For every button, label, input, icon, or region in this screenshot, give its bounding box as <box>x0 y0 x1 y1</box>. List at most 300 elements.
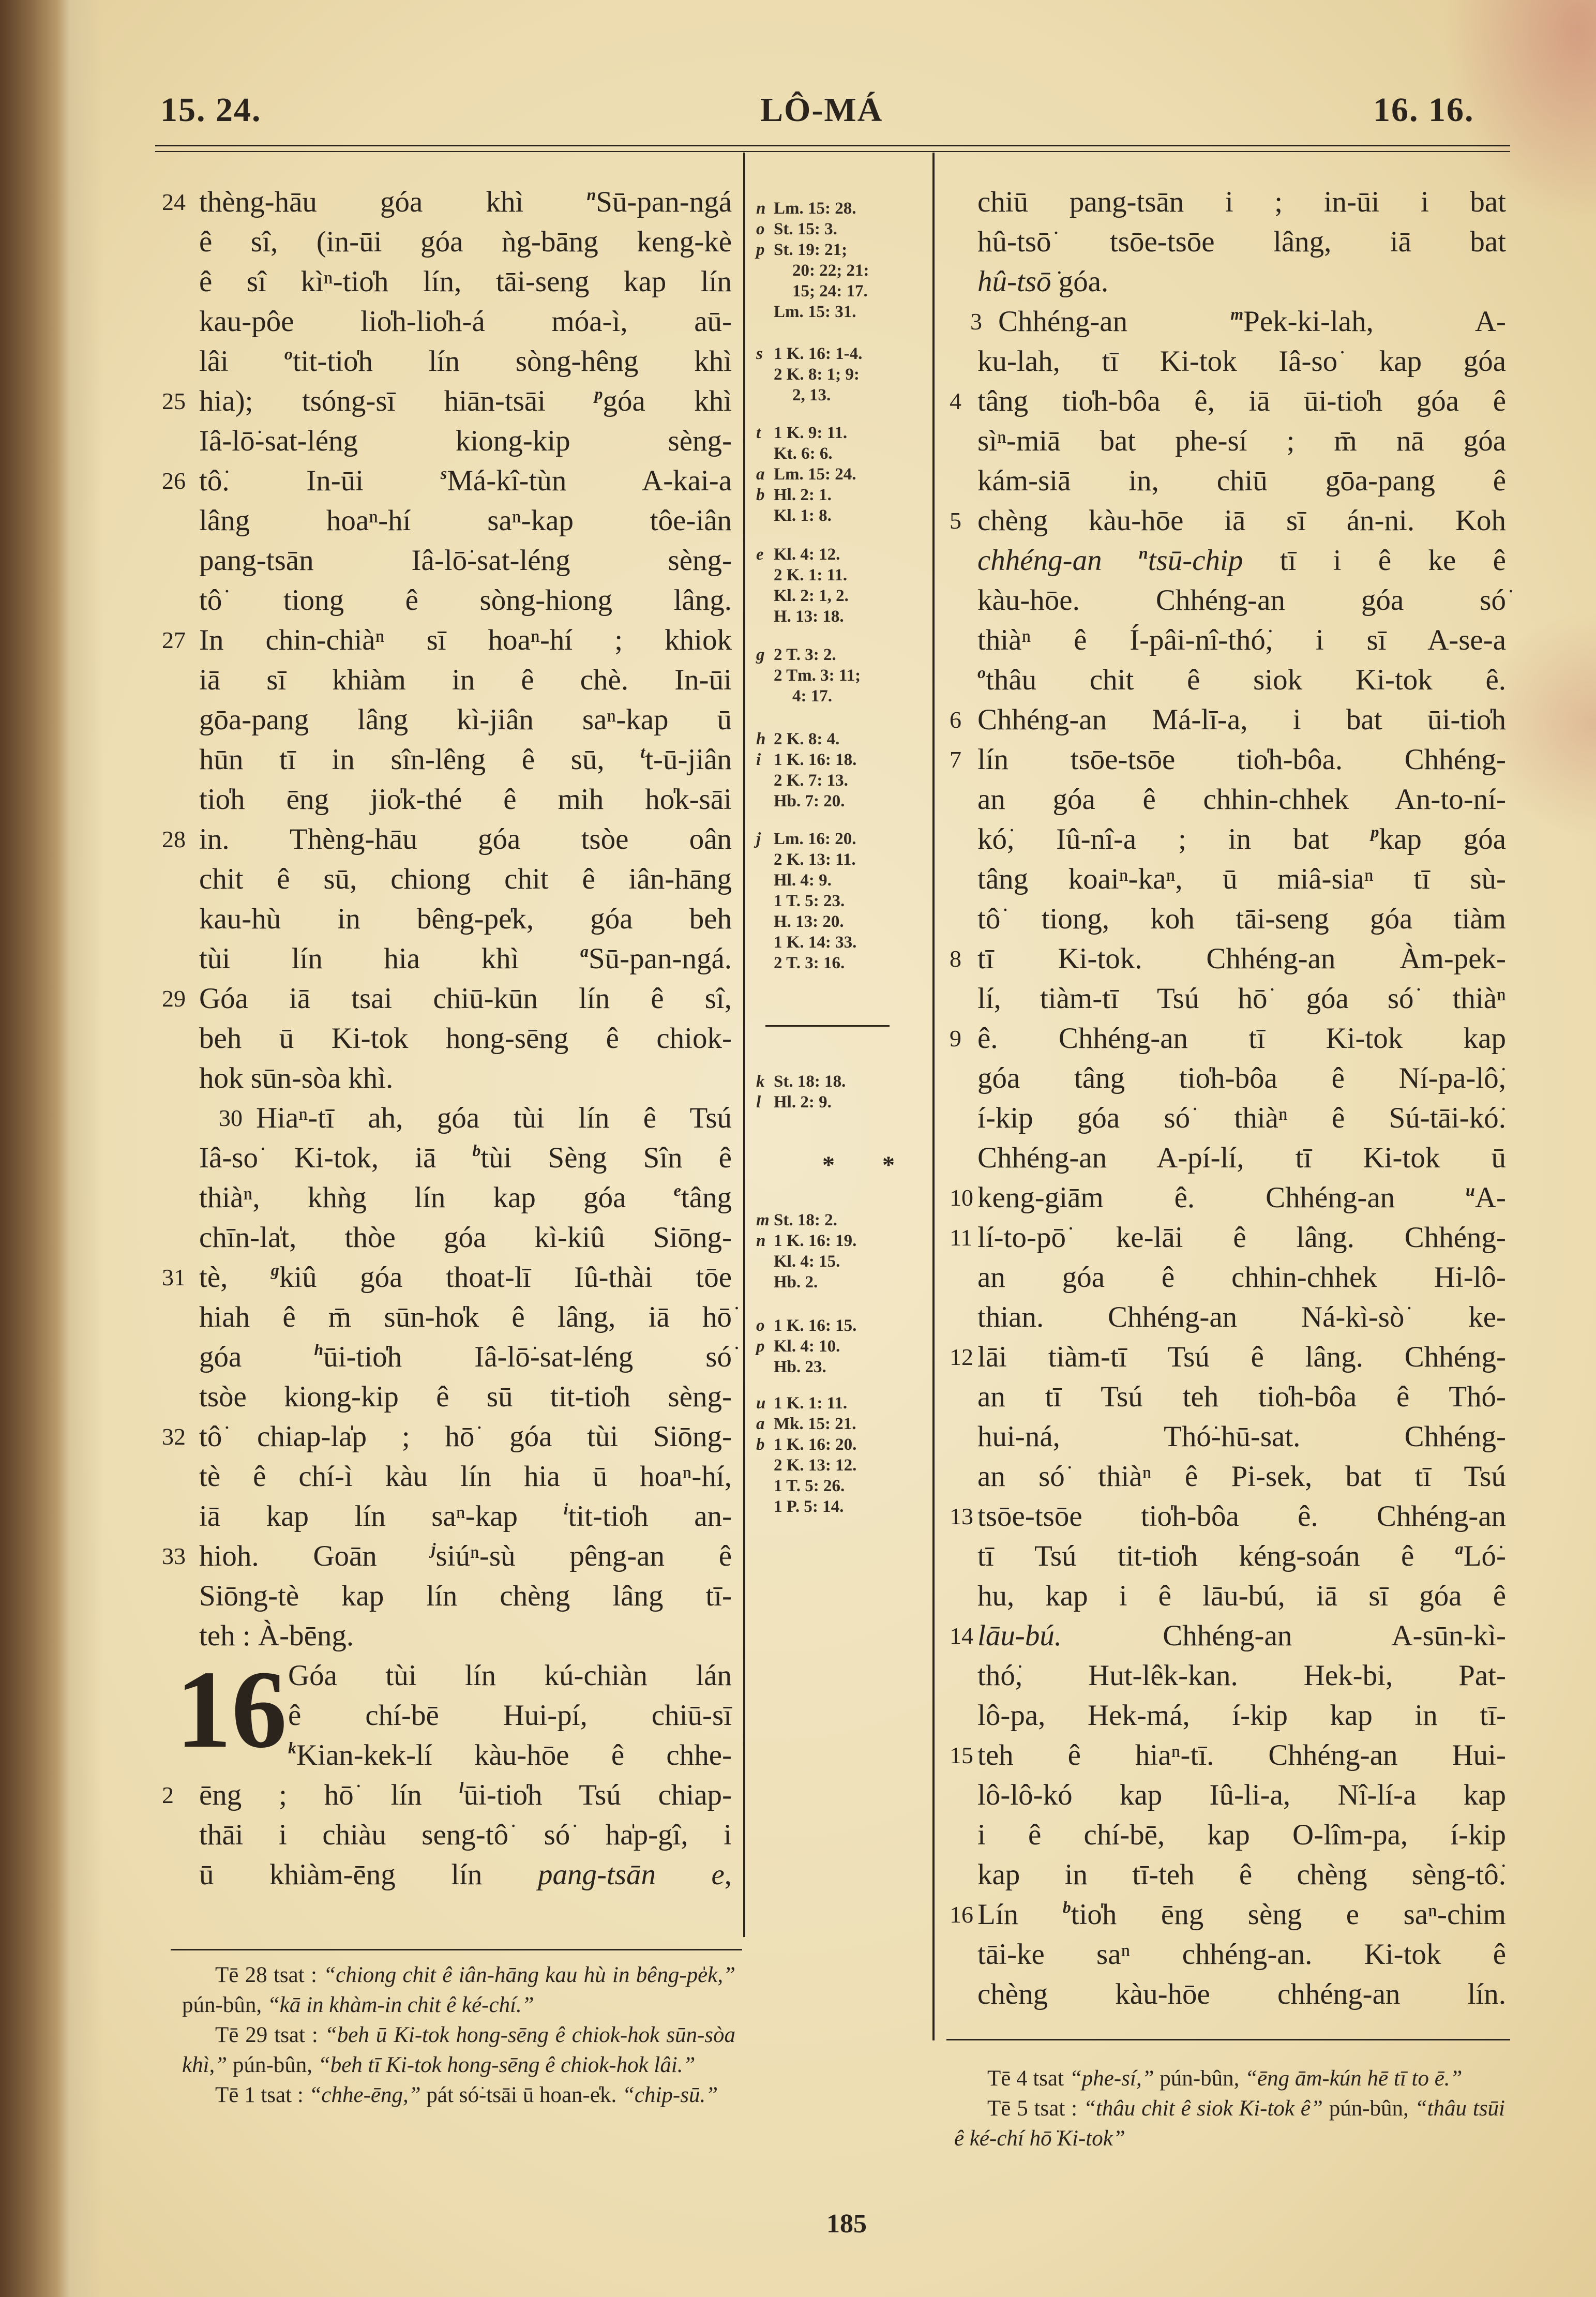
reference-text: Hl. 2: 9. <box>774 1093 832 1112</box>
footnotes-left <box>182 1960 735 2110</box>
text-segment: ê sî kìⁿ-tio̍h lín, tāi-seng kap lín <box>199 265 732 298</box>
section-mark: * * <box>822 1151 915 1179</box>
text-segment: Tē 4 tsat <box>987 2066 1070 2091</box>
text-line <box>977 461 1506 501</box>
text-line <box>199 302 732 341</box>
page-number: 185 <box>826 2209 867 2239</box>
cross-reference <box>774 1272 818 1293</box>
text-segment: góa. <box>1051 265 1109 298</box>
text-segment: tio̍h ēng jio̍k-thé ê mih ho̍k-sāi <box>199 783 732 816</box>
footnote <box>182 1960 735 2020</box>
cross-reference <box>774 870 832 891</box>
text-segment: hia); tsóng-sī hiān-tsāi <box>199 385 595 417</box>
reference-letter: n <box>756 1232 766 1250</box>
text-line <box>977 979 1506 1018</box>
text-line <box>950 700 1506 740</box>
text-segment: kiû góa thoat-lī Iû-thài tōe <box>279 1261 732 1294</box>
reference-text: H. 13: 18. <box>774 607 844 626</box>
cross-reference <box>774 1476 845 1496</box>
text-segment: t-ū-jiân <box>645 743 732 776</box>
text-segment: Má-kî-tùn A-kai-a <box>447 464 732 497</box>
text-segment: Iâ-so͘ Ki-tok, iā <box>199 1142 473 1174</box>
cross-reference <box>774 606 844 627</box>
reference-text: 2 K. 13: 11. <box>774 850 856 869</box>
header-rule-2 <box>155 151 1510 152</box>
text-line <box>199 1815 732 1855</box>
text-segment: tio̍h ēng sèng e saⁿ-chim <box>1071 1898 1507 1931</box>
cross-reference <box>756 544 840 565</box>
text-segment: sìⁿ-miā bat phe-sí ; m̄ nā góa <box>977 425 1506 457</box>
reference-letter: k <box>756 1072 765 1091</box>
header-chapter-verse-end: 16. 16. <box>1373 91 1474 129</box>
reference-text: 2 T. 3: 16. <box>774 954 845 972</box>
verse-number: 28 <box>162 826 186 852</box>
verse-number: 26 <box>162 468 186 494</box>
footnotes-right <box>954 2064 1505 2154</box>
text-segment: Siōng-tè kap lín chèng lâng tī- <box>199 1580 732 1612</box>
text-segment: tô͘ tiong, koh tāi-seng góa tiàm <box>977 903 1506 935</box>
reference-text: 1 K. 16: 19. <box>774 1232 857 1250</box>
text-segment: iā sī khiàm in ê chè. In-ūi <box>199 664 732 696</box>
text-segment: an só͘ thiàⁿ ê Pi-sek, bat tī Tsú <box>977 1460 1506 1493</box>
reference-text: Kl. 2: 1, 2. <box>774 587 849 605</box>
reference-text: St. 15: 3. <box>774 220 837 238</box>
reference-divider <box>765 1025 890 1027</box>
text-segment: tsōe-tsōe tio̍h-bôa ê. Chhéng-an <box>977 1500 1506 1533</box>
italic-text: “chiong chit ê iân-hāng kau hù in bêng-pe̍k,” <box>323 1963 735 1987</box>
text-segment: hūn tī in sîn-lêng ê sū, <box>199 743 641 776</box>
verse-number: 33 <box>162 1543 186 1569</box>
text-segment: thiàⁿ ê Í-pâi-nî-thó͘, i sī A-se-a <box>977 624 1506 656</box>
cross-reference <box>756 644 836 665</box>
text-segment: kau-hù in bêng-pe̍k, góa beh <box>199 903 732 935</box>
cross-reference <box>792 281 868 302</box>
italic-text: “thâu tsūi ê ké-chí hō͘ Ki-tok” <box>954 2096 1505 2151</box>
reference-text: 1 K. 16: 1-4. <box>774 344 863 363</box>
reference-marker: o <box>977 663 986 682</box>
text-line <box>977 1536 1506 1576</box>
reference-text: 2 K. 8: 4. <box>774 730 840 748</box>
text-segment: an tī Tsú teh tio̍h-bôa ê Thó- <box>977 1380 1506 1413</box>
text-segment: tâng tio̍h-bôa ê, iā ūi-tio̍h góa ê <box>977 385 1506 417</box>
reference-text: 1 T. 5: 26. <box>774 1477 845 1495</box>
text-segment: kau-pôe lio̍h-lio̍h-á móa-ì, aū- <box>199 305 732 338</box>
text-line <box>199 1218 732 1257</box>
reference-marker: g <box>270 1260 279 1279</box>
text-line <box>288 1735 732 1775</box>
text-segment: Góa tùi lín kú-chiàn lán <box>288 1659 732 1692</box>
text-line <box>199 541 732 580</box>
cross-reference <box>756 1092 832 1113</box>
text-line <box>977 1457 1506 1496</box>
cross-reference <box>774 505 832 526</box>
text-line <box>977 1656 1506 1695</box>
text-segment: góa <box>199 1341 314 1373</box>
reference-letter: u <box>756 1394 766 1413</box>
verse-number: 13 <box>950 1503 973 1529</box>
text-segment: teh : À-bēng. <box>199 1619 354 1652</box>
reference-text: Kl. 4: 15. <box>774 1252 840 1271</box>
reference-marker: p <box>1371 822 1379 841</box>
cross-reference <box>774 932 856 953</box>
text-line <box>977 1695 1506 1735</box>
text-line <box>162 1417 732 1457</box>
cross-reference <box>756 464 856 485</box>
text-segment: chèng kàu-hōe chhéng-an lín. <box>977 1978 1506 2010</box>
text-line <box>162 461 732 501</box>
column-divider-left <box>743 153 745 1937</box>
text-segment: ūi-tio̍h Iâ-lō͘-sat-léng só͘ <box>323 1341 732 1373</box>
reference-text: 2 K. 13: 12. <box>774 1456 857 1475</box>
header-chapter-verse-start: 15. 24. <box>160 91 262 129</box>
footnote-rule-left <box>171 1949 742 1950</box>
text-segment: Tē 1 tsat : <box>215 2083 309 2107</box>
verse-number: 14 <box>950 1623 973 1649</box>
text-segment: tô͘. In-ūi <box>199 464 441 497</box>
text-segment: Iâ-lō͘-sat-léng kiong-kip sèng- <box>199 425 732 457</box>
verse-number: 10 <box>950 1184 973 1211</box>
chapter-number-dropcap: 16 <box>176 1647 287 1771</box>
italic-text: hû-tsō͘ <box>977 265 1051 298</box>
text-line <box>977 222 1506 262</box>
footnote <box>954 2094 1505 2154</box>
text-line <box>977 182 1506 222</box>
text-line <box>199 1457 732 1496</box>
verse-number: 31 <box>162 1264 186 1290</box>
text-segment: gōa-pang lâng kì-jiân saⁿ-kap ū <box>199 703 732 736</box>
text-segment: pún-bûn, <box>1154 2066 1245 2091</box>
reference-text: Hb. 23. <box>774 1358 826 1376</box>
cross-reference <box>756 1434 856 1455</box>
text-line <box>199 1855 732 1895</box>
verse-number: 27 <box>162 627 186 653</box>
text-line <box>288 1695 732 1735</box>
text-segment: Hiaⁿ-tī ah, góa tùi lín ê Tsú <box>256 1102 732 1134</box>
text-line <box>977 859 1506 899</box>
verse-number: 12 <box>950 1344 973 1370</box>
text-line <box>977 1974 1506 2014</box>
text-segment: tāi-ke saⁿ chhéng-an. Ki-tok ê <box>977 1938 1506 1971</box>
text-segment: Sū-pan-ngá <box>596 186 732 218</box>
cross-reference <box>756 198 856 219</box>
text-line <box>977 1257 1506 1297</box>
text-line <box>219 1098 732 1138</box>
reference-text: 15; 24: 17. <box>792 282 868 301</box>
text-segment: siúⁿ-sù pêng-an ê <box>435 1540 732 1572</box>
reference-text: Mk. 15: 21. <box>774 1415 856 1433</box>
verse-number: 25 <box>162 388 186 414</box>
reference-text: Kl. 1: 8. <box>774 506 832 525</box>
text-segment: tâng koaiⁿ-kaⁿ, ū miâ-siaⁿ tī sù- <box>977 863 1506 895</box>
header-book-title: LÔ-MÁ <box>760 91 883 129</box>
reference-text: 20: 22; 21: <box>792 261 869 280</box>
text-segment: ku-lah, tī Ki-tok Iâ-so͘ kap góa <box>977 345 1506 378</box>
text-segment: thāi i chiàu seng-tô͘ só͘ ha̍p-gî, i <box>199 1819 732 1851</box>
text-segment: Chhéng-an A-sūn-kì- <box>1062 1619 1506 1652</box>
cross-reference <box>756 1414 856 1434</box>
reference-letter: g <box>756 645 765 664</box>
text-segment: keng-giām ê. Chhéng-an <box>977 1181 1466 1214</box>
italic-text: tsū-chip <box>1148 544 1243 577</box>
text-segment: tùi Sèng Sîn ê <box>480 1142 732 1174</box>
reference-text: 1 K. 16: 15. <box>774 1316 857 1335</box>
text-line <box>199 859 732 899</box>
text-line <box>977 1576 1506 1616</box>
text-line <box>199 1058 732 1098</box>
cross-reference <box>774 1455 856 1476</box>
italic-text: “ēng ām-kún hē tī to ē.” <box>1245 2066 1463 2091</box>
italic-text: “phe-sí,” <box>1069 2066 1154 2091</box>
reference-text: Hb. 7: 20. <box>774 792 845 810</box>
text-segment: lāi tiàm-tī Tsú ê lâng. Chhéng- <box>977 1341 1506 1373</box>
reference-text: 2 K. 7: 13. <box>774 771 848 790</box>
text-line <box>199 660 732 700</box>
reference-text: 2 Tm. 3: 11; <box>774 666 861 685</box>
reference-text: Lm. 15: 28. <box>774 199 856 218</box>
text-segment: hû-tsō͘ tsōe-tsōe lâng, iā bat <box>977 226 1506 258</box>
text-segment: Chhéng-an A-pí-lí, tī Ki-tok ū <box>977 1142 1506 1174</box>
text-segment: pát só͘-tsāi ū hoan-e̍k. <box>420 2083 622 2107</box>
text-segment: chit ê sū, chiong chit ê iân-hāng <box>199 863 732 895</box>
text-line <box>199 580 732 620</box>
footnote <box>182 2080 735 2110</box>
text-segment: lô-lô-kó kap Iû-li-a, Nî-lí-a kap <box>977 1779 1506 1811</box>
cross-reference <box>756 1315 856 1336</box>
text-segment: pún-bûn, <box>227 2053 318 2077</box>
reference-marker: h <box>314 1340 324 1359</box>
verse-number: 4 <box>950 388 961 414</box>
text-line <box>199 1496 732 1536</box>
cross-reference <box>774 302 856 322</box>
text-line <box>199 939 732 979</box>
cross-reference <box>756 729 839 749</box>
text-line <box>199 262 732 302</box>
reference-marker: l <box>459 1778 464 1797</box>
text-line <box>950 501 1506 541</box>
text-line <box>199 501 732 541</box>
text-segment: pang-tsān Iâ-lō͘-sat-léng sèng- <box>199 544 732 577</box>
text-segment: an góa ê chhin-chhek An-to-ní- <box>977 783 1506 816</box>
text-segment: chiū pang-tsān i ; in-ūi i bat <box>977 186 1506 218</box>
reference-text: 1 P. 5: 14. <box>774 1497 844 1516</box>
reference-text: 2 K. 8: 1; 9: <box>774 365 860 384</box>
cross-reference <box>756 423 847 443</box>
reference-text: Lm. 15: 24. <box>774 465 856 484</box>
text-segment: Pek-ki-lah, A- <box>1243 305 1506 338</box>
text-segment: A- <box>1474 1181 1506 1214</box>
text-segment: ū khiàm-ēng lín <box>199 1858 538 1891</box>
reference-marker: a <box>1455 1539 1464 1558</box>
verse-number: 15 <box>950 1742 973 1768</box>
text-segment: In chin-chiàⁿ sī hoaⁿ-hí ; khiok <box>199 624 732 656</box>
verse-number: 5 <box>950 507 961 534</box>
italic-text: “kā in khàm-in chit ê ké-chí.” <box>267 1993 534 2017</box>
cross-reference <box>774 791 845 812</box>
text-line <box>199 222 732 262</box>
cross-reference <box>774 1357 826 1377</box>
text-segment: hioh. Goān <box>199 1540 431 1572</box>
text-line <box>977 580 1506 620</box>
reference-marker: t <box>640 743 645 761</box>
text-line <box>162 182 732 222</box>
text-line <box>162 1536 732 1576</box>
text-segment: Lín <box>977 1898 1063 1931</box>
reference-letter: j <box>756 830 761 848</box>
cross-reference <box>756 1230 856 1251</box>
text-line <box>162 819 732 859</box>
reference-text: 1 K. 1: 11. <box>774 1394 848 1413</box>
text-segment: tùi lín hia khì <box>199 942 580 975</box>
cross-reference <box>774 585 849 606</box>
cross-reference <box>756 1210 837 1230</box>
text-segment: kó͘, Iû-nî-a ; in bat <box>977 823 1371 855</box>
text-line <box>977 1138 1506 1178</box>
text-line <box>288 1656 732 1695</box>
text-line <box>199 899 732 939</box>
reference-letter: e <box>756 545 764 564</box>
text-segment: lí-to-pō͘ ke-lāi ê lâng. Chhéng- <box>977 1221 1506 1254</box>
footnote <box>954 2064 1505 2094</box>
text-segment: tit-tio̍h an- <box>568 1500 732 1533</box>
text-segment: ê sî, (in-ūi góa ǹg-bāng keng-kè <box>199 226 732 258</box>
text-line <box>162 1257 732 1297</box>
text-segment: hok sūn-sòa khì. <box>199 1062 394 1094</box>
text-segment: , <box>724 1858 732 1891</box>
text-line <box>977 421 1506 461</box>
reference-text: 1 K. 14: 33. <box>774 933 857 952</box>
text-line <box>199 1576 732 1616</box>
italic-text: pang-tsān e <box>537 1858 725 1891</box>
italic-text: lāu-bú. <box>977 1619 1062 1652</box>
cross-reference <box>774 443 833 464</box>
text-line <box>977 779 1506 819</box>
reference-text: Hl. 4: 9. <box>774 871 832 890</box>
reference-letter: s <box>756 344 763 363</box>
verse-number: 32 <box>162 1423 186 1450</box>
text-line <box>199 341 732 381</box>
text-segment: thâu chit ê siok Ki-tok ê. <box>986 664 1506 696</box>
text-segment: chèng kàu-hōe iā sī án-ni. Koh <box>977 504 1506 537</box>
text-line <box>977 1377 1506 1417</box>
text-segment: Tē 5 tsat : <box>987 2096 1083 2121</box>
text-line <box>977 1775 1506 1815</box>
reference-text: 2, 13. <box>792 386 831 404</box>
cross-reference <box>756 239 847 260</box>
text-segment: ūi-tio̍h Tsú chiap- <box>463 1779 732 1811</box>
text-line <box>977 819 1506 859</box>
footnote <box>182 2020 735 2080</box>
cross-reference <box>774 565 847 585</box>
text-segment: hu, kap i ê lāu-bú, iā sī góa ê <box>977 1580 1506 1612</box>
reference-marker: o <box>284 344 293 363</box>
text-line <box>162 1775 732 1815</box>
reference-letter: l <box>756 1093 761 1112</box>
reference-text: 4: 17. <box>792 687 832 705</box>
text-line <box>950 1496 1506 1536</box>
text-segment: beh ū Ki-tok hong-sēng ê chiok- <box>199 1022 732 1055</box>
verse-number: 24 <box>162 189 186 215</box>
cross-reference <box>756 1393 847 1414</box>
verse-number: 16 <box>950 1901 973 1928</box>
text-segment: Chhéng-an <box>998 305 1231 338</box>
cross-reference <box>756 1336 840 1357</box>
text-segment: tsòe kiong-kip ê sū tit-tio̍h sèng- <box>199 1380 732 1413</box>
text-segment: chīn-la̍t, thòe góa kì-kiû Siōng- <box>199 1221 732 1254</box>
cross-reference <box>756 829 856 849</box>
cross-reference <box>792 260 869 281</box>
text-line <box>977 262 1506 302</box>
verse-number: 11 <box>950 1224 973 1251</box>
text-segment: kàu-hōe. Chhéng-an góa só͘ <box>977 584 1506 617</box>
reference-text: Hl. 2: 1. <box>774 486 832 504</box>
text-segment: Tē 28 tsat : <box>215 1963 324 1987</box>
verse-number: 9 <box>950 1025 961 1052</box>
text-line <box>162 979 732 1018</box>
text-segment: góa tâng tio̍h-bôa ê Ní-pa-lô͘, <box>977 1062 1506 1094</box>
reference-letter: b <box>756 1435 765 1454</box>
text-segment: tô͘ chiap-la̍p ; hō͘ góa tùi Siōng- <box>199 1420 732 1453</box>
reference-text: 2 T. 3: 2. <box>774 645 836 664</box>
italic-text: chhéng-an <box>977 544 1139 577</box>
text-line <box>199 421 732 461</box>
text-segment: tè ê chí-ì kàu lín hia ū hoaⁿ-hí, <box>199 1460 732 1493</box>
cross-reference <box>756 485 832 505</box>
text-line <box>199 740 732 779</box>
reference-letter: i <box>756 750 761 769</box>
cross-reference <box>756 343 862 364</box>
cross-reference <box>774 665 861 686</box>
reference-letter: t <box>756 424 761 442</box>
reference-text: St. 18: 18. <box>774 1072 846 1091</box>
text-segment: pún-bûn, <box>1322 2096 1415 2121</box>
text-line <box>977 1815 1506 1855</box>
italic-text: “beh tī Ki-tok hong-sēng ê chiok-hok lâi.” <box>318 2053 696 2077</box>
text-segment: i ê chí-bē, kap O-lîm-pa, í-kip <box>977 1819 1506 1851</box>
reference-marker: j <box>431 1539 436 1558</box>
text-segment: iā kap lín saⁿ-kap <box>199 1500 564 1533</box>
text-line <box>977 660 1506 700</box>
reference-marker: b <box>1062 1898 1071 1916</box>
reference-letter: b <box>756 486 765 504</box>
reference-marker: m <box>1230 305 1244 323</box>
reference-marker: e <box>673 1181 681 1199</box>
reference-text: H. 13: 20. <box>774 912 844 931</box>
reference-letter: o <box>756 220 765 238</box>
text-segment: Chhéng-an Má-lī-a, i bat ūi-tio̍h <box>977 703 1506 736</box>
text-line <box>199 700 732 740</box>
text-line <box>950 1178 1506 1218</box>
text-line <box>977 899 1506 939</box>
text-segment: góa khì <box>603 385 732 417</box>
verse-number: 6 <box>950 707 961 733</box>
text-line <box>950 740 1506 779</box>
cross-reference <box>774 1496 844 1517</box>
reference-marker: k <box>288 1738 296 1757</box>
text-line <box>950 1735 1506 1775</box>
reference-letter: a <box>756 1415 765 1433</box>
reference-marker: n <box>586 185 596 204</box>
cross-reference <box>774 849 856 870</box>
cross-reference <box>774 1251 840 1272</box>
reference-letter: a <box>756 465 765 484</box>
verse-number: 8 <box>950 945 961 972</box>
italic-text: “beh ū Ki-tok hong-sēng ê chiok-hok sūn-sòa khì,” <box>182 2023 736 2077</box>
cross-reference <box>774 891 845 911</box>
text-line <box>977 620 1506 660</box>
reference-text: Kl. 4: 12. <box>774 545 840 564</box>
text-line <box>950 1218 1506 1257</box>
text-line <box>162 620 732 660</box>
